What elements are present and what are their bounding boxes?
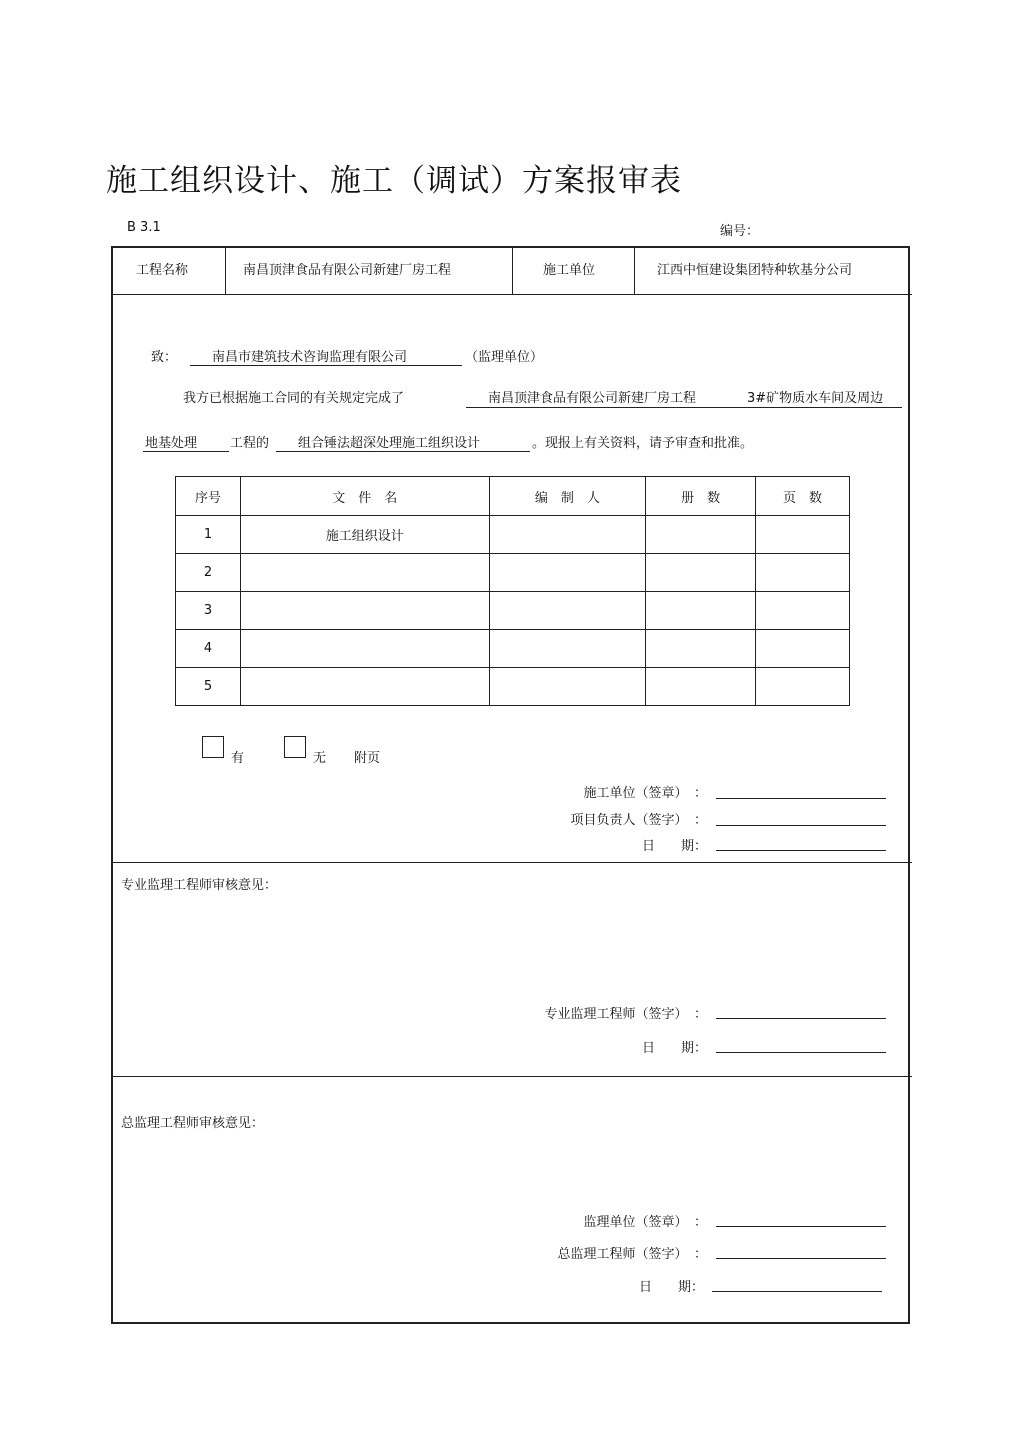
engineer-sign-field[interactable]	[716, 1018, 886, 1019]
page-title: 施工组织设计、施工（调试）方案报审表	[106, 163, 682, 199]
contractor-date-field[interactable]	[716, 850, 886, 851]
chief-sign-label: 总监理工程师（签字） ：	[557, 1247, 707, 1262]
contractor-seal-label: 施工单位（签章） ：	[583, 786, 707, 801]
table-cell	[756, 592, 850, 630]
supervisor-seal-label: 监理单位（签章） ：	[583, 1215, 707, 1230]
chief-date-field[interactable]	[712, 1291, 882, 1292]
table-cell	[646, 554, 756, 592]
engineer-date-field[interactable]	[716, 1052, 886, 1053]
attachment-no-checkbox[interactable]	[284, 736, 306, 758]
table-cell: 1	[176, 516, 241, 554]
table-cell	[646, 630, 756, 668]
table-row	[176, 592, 850, 630]
chief-sign-field[interactable]	[716, 1258, 886, 1259]
letter-line2-suffix: 。现报上有关资料，请予审查和批准。	[532, 436, 754, 451]
letter-line2-design: 组合锤法超深处理施工组织设计	[298, 436, 481, 451]
table-cell	[756, 554, 850, 592]
contractor-seal-field[interactable]	[716, 798, 886, 799]
engineer-sign-label: 专业监理工程师（签字） ：	[544, 1007, 707, 1022]
supervisor-unit: 南昌市建筑技术咨询监理有限公司	[212, 350, 408, 365]
engineer-opinion-label: 专业监理工程师审核意见：	[121, 878, 278, 893]
letter-line2-scope: 地基处理	[145, 436, 198, 451]
table-cell: 2	[176, 554, 241, 592]
table-cell	[756, 668, 850, 706]
letter-line1-scope: 3#矿物质水车间及周边	[747, 391, 884, 406]
table-cell	[756, 516, 850, 554]
col-header-pages: 页 数	[756, 477, 850, 516]
to-label: 致：	[151, 350, 178, 365]
contractor-value: 江西中恒建设集团特种软基分公司	[657, 263, 853, 278]
attachment-yes-label: 有	[231, 751, 245, 766]
project-manager-sign-field[interactable]	[716, 825, 886, 826]
letter-line1-project: 南昌顶津食品有限公司新建厂房工程	[488, 391, 697, 406]
attachment-no-label: 无	[313, 751, 327, 766]
letter-line1-prefix: 我方已根据施工合同的有关规定完成了	[183, 391, 405, 406]
table-cell	[240, 592, 489, 630]
table-cell	[646, 516, 756, 554]
supervisor-unit-underline	[190, 365, 462, 366]
supervisor-suffix: （监理单位）	[465, 350, 544, 365]
table-cell	[646, 592, 756, 630]
attachment-yes-checkbox[interactable]	[202, 736, 224, 758]
table-cell	[240, 668, 489, 706]
files-table	[175, 476, 850, 706]
contractor-label: 施工单位	[543, 263, 596, 278]
letter-line2-scope-underline	[143, 451, 229, 452]
letter-line2-mid: 工程的	[230, 436, 270, 451]
table-cell	[646, 668, 756, 706]
supervisor-seal-field[interactable]	[716, 1226, 886, 1227]
number-label: 编号：	[720, 224, 760, 239]
table-cell	[756, 630, 850, 668]
table-cell	[240, 630, 489, 668]
table-row	[176, 630, 850, 668]
header-col-divider	[225, 247, 226, 295]
table-cell: 3	[176, 592, 241, 630]
chief-date-label: 日 期：	[638, 1280, 704, 1295]
table-cell: 4	[176, 630, 241, 668]
attachment-pages-label: 附页	[354, 751, 381, 766]
project-name-value: 南昌顶津食品有限公司新建厂房工程	[243, 263, 452, 278]
table-cell	[489, 592, 646, 630]
table-row	[176, 668, 850, 706]
header-col-divider	[512, 247, 513, 295]
form-code: B 3.1	[127, 220, 161, 235]
table-cell: 施工组织设计	[240, 516, 489, 554]
contractor-date-label: 日 期：	[641, 839, 707, 854]
col-header-index: 序号	[176, 477, 241, 516]
table-cell	[489, 668, 646, 706]
table-cell	[489, 554, 646, 592]
chief-opinion-label: 总监理工程师审核意见：	[121, 1116, 265, 1131]
col-header-volumes: 册 数	[646, 477, 756, 516]
table-cell	[489, 630, 646, 668]
project-manager-sign-label: 项目负责人（签字） ：	[570, 813, 707, 828]
table-cell	[240, 554, 489, 592]
engineer-date-label: 日 期：	[641, 1041, 707, 1056]
letter-line1-underline	[466, 407, 902, 408]
header-col-divider	[634, 247, 635, 295]
letter-line2-design-underline	[276, 451, 530, 452]
table-row	[176, 516, 850, 554]
table-row	[176, 554, 850, 592]
col-header-author: 编 制 人	[489, 477, 646, 516]
table-cell: 5	[176, 668, 241, 706]
project-name-label: 工程名称	[136, 263, 189, 278]
table-cell	[489, 516, 646, 554]
files-table-header-row	[176, 477, 850, 516]
col-header-filename: 文 件 名	[240, 477, 489, 516]
chief-section-divider	[111, 1076, 912, 1077]
engineer-section-divider	[111, 862, 912, 863]
